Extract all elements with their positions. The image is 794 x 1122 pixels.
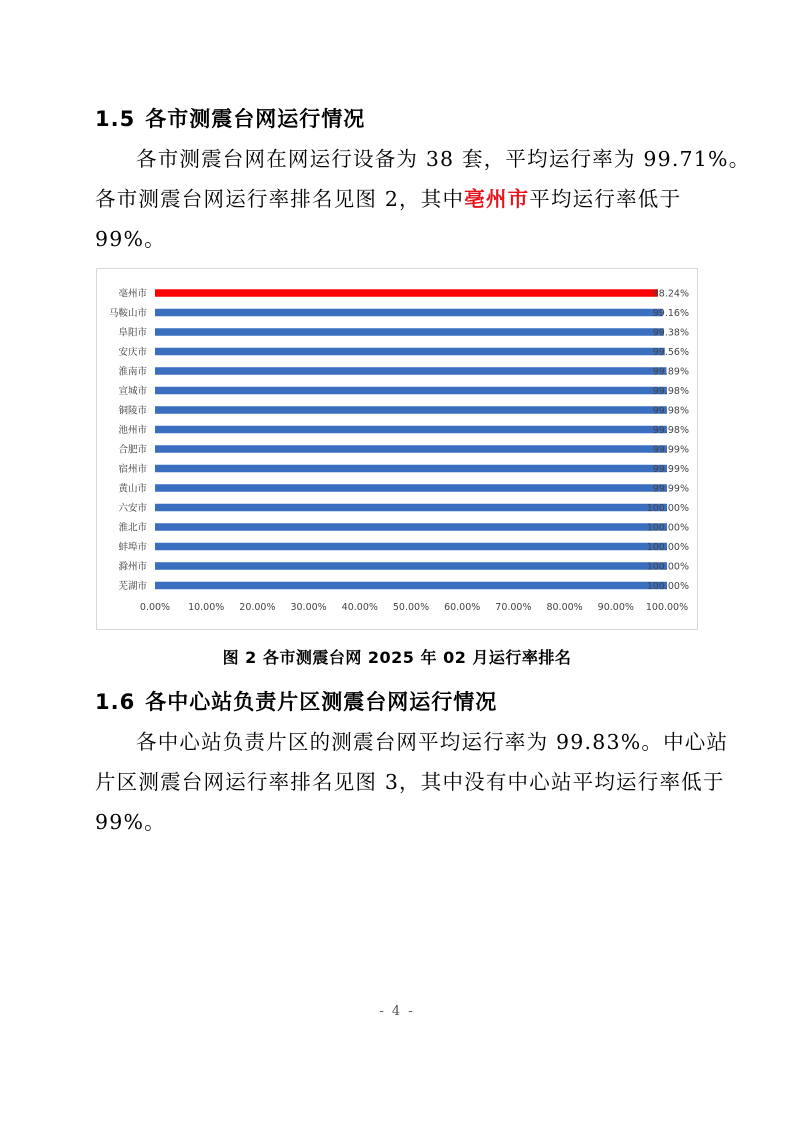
x-tick-label: 50.00% [392,602,430,613]
category-label: 滁州市 [118,561,147,573]
page-number: - 4 - [379,1004,415,1019]
data-label: 99.89% [652,366,689,378]
category-label: 阜阳市 [118,327,147,339]
data-label: 100.00% [646,581,689,592]
paragraph-line: 各市测震台网在网运行设备为 38 套，平均运行率为 99.71%。 [136,147,751,171]
data-label: 98.24% [652,288,689,300]
x-tick-label: 60.00% [444,602,481,613]
bar [155,484,667,492]
bar [155,523,667,531]
x-tick-label: 30.00% [290,602,327,613]
paragraph-line: 99%。 [95,227,166,251]
x-tick-label: 40.00% [341,602,378,613]
bar [155,582,667,590]
paragraph-line: 各中心站负责片区的测震台网平均运行率为 99.83%。中心站 [136,730,729,754]
x-tick-label: 90.00% [597,602,634,613]
data-label: 100.00% [646,522,689,534]
bar [155,543,667,551]
data-label: 99.56% [652,347,689,358]
x-tick-label: 70.00% [495,602,532,613]
bar [155,426,667,434]
category-label: 池州市 [118,425,147,436]
x-tick-label: 20.00% [239,602,276,613]
category-label: 蚌埠市 [118,542,147,553]
section-title: 各中心站负责片区测震台网运行情况 [145,690,498,714]
data-label: 99.98% [652,425,689,436]
category-label: 宿州市 [118,464,147,475]
category-label: 合肥市 [118,444,147,456]
data-label: 99.38% [652,327,689,339]
section-1-6-paragraph [95,722,729,842]
data-label: 99.99% [652,483,689,495]
figure-caption: 图 2 各市测震台网 2025 年 02 月运行率排名 [222,648,572,667]
operation-rate-chart [96,268,698,630]
x-tick-label: 100.00% [645,602,689,613]
bar [155,328,664,336]
category-label: 六安市 [118,503,147,514]
data-label: 100.00% [646,503,689,514]
paragraph-line: 99%。 [95,810,166,834]
category-label: 芜湖市 [118,581,147,592]
bar [155,387,667,395]
bar [155,562,667,570]
x-tick-label: 10.00% [188,602,225,613]
bar [155,465,667,473]
bar [155,445,667,453]
highlighted-city: 亳州市 [464,187,530,211]
category-label: 淮北市 [118,522,147,534]
section-number: 1.5 [95,107,136,131]
data-label: 99.98% [652,386,689,397]
paragraph-line: 片区测震台网运行率排名见图 3，其中没有中心站平均运行率低于 [95,770,725,794]
section-heading-1-6 [95,686,497,716]
category-label: 宣城市 [118,386,147,397]
category-label: 安庆市 [118,347,147,358]
bar-chart-svg [97,269,697,629]
section-1-5-paragraph [95,139,751,259]
section-title: 各市测震台网运行情况 [145,107,366,131]
data-label: 99.99% [652,464,689,475]
bar [155,406,667,414]
bar [155,348,665,356]
category-label: 淮南市 [118,366,147,378]
paragraph-line [95,179,701,219]
section-heading-1-5 [95,103,365,133]
text-run: 各市测震台网运行率排名见图 2，其中 [95,187,465,211]
data-label: 99.16% [652,308,689,319]
data-label: 100.00% [646,542,689,553]
category-label: 马鞍山市 [108,308,147,319]
x-tick-label: 0.00% [139,602,171,613]
category-label: 铜陵市 [118,405,147,417]
data-label: 99.99% [652,444,689,456]
data-label: 100.00% [646,561,689,573]
bar [155,309,663,317]
category-label: 亳州市 [118,288,147,300]
text-run: 平均运行率低于 [529,187,682,211]
category-label: 黄山市 [118,483,147,495]
bar [155,289,658,297]
x-tick-label: 80.00% [546,602,583,613]
bar [155,367,666,375]
bar [155,504,667,512]
data-label: 99.98% [652,405,689,417]
section-number: 1.6 [95,690,136,714]
